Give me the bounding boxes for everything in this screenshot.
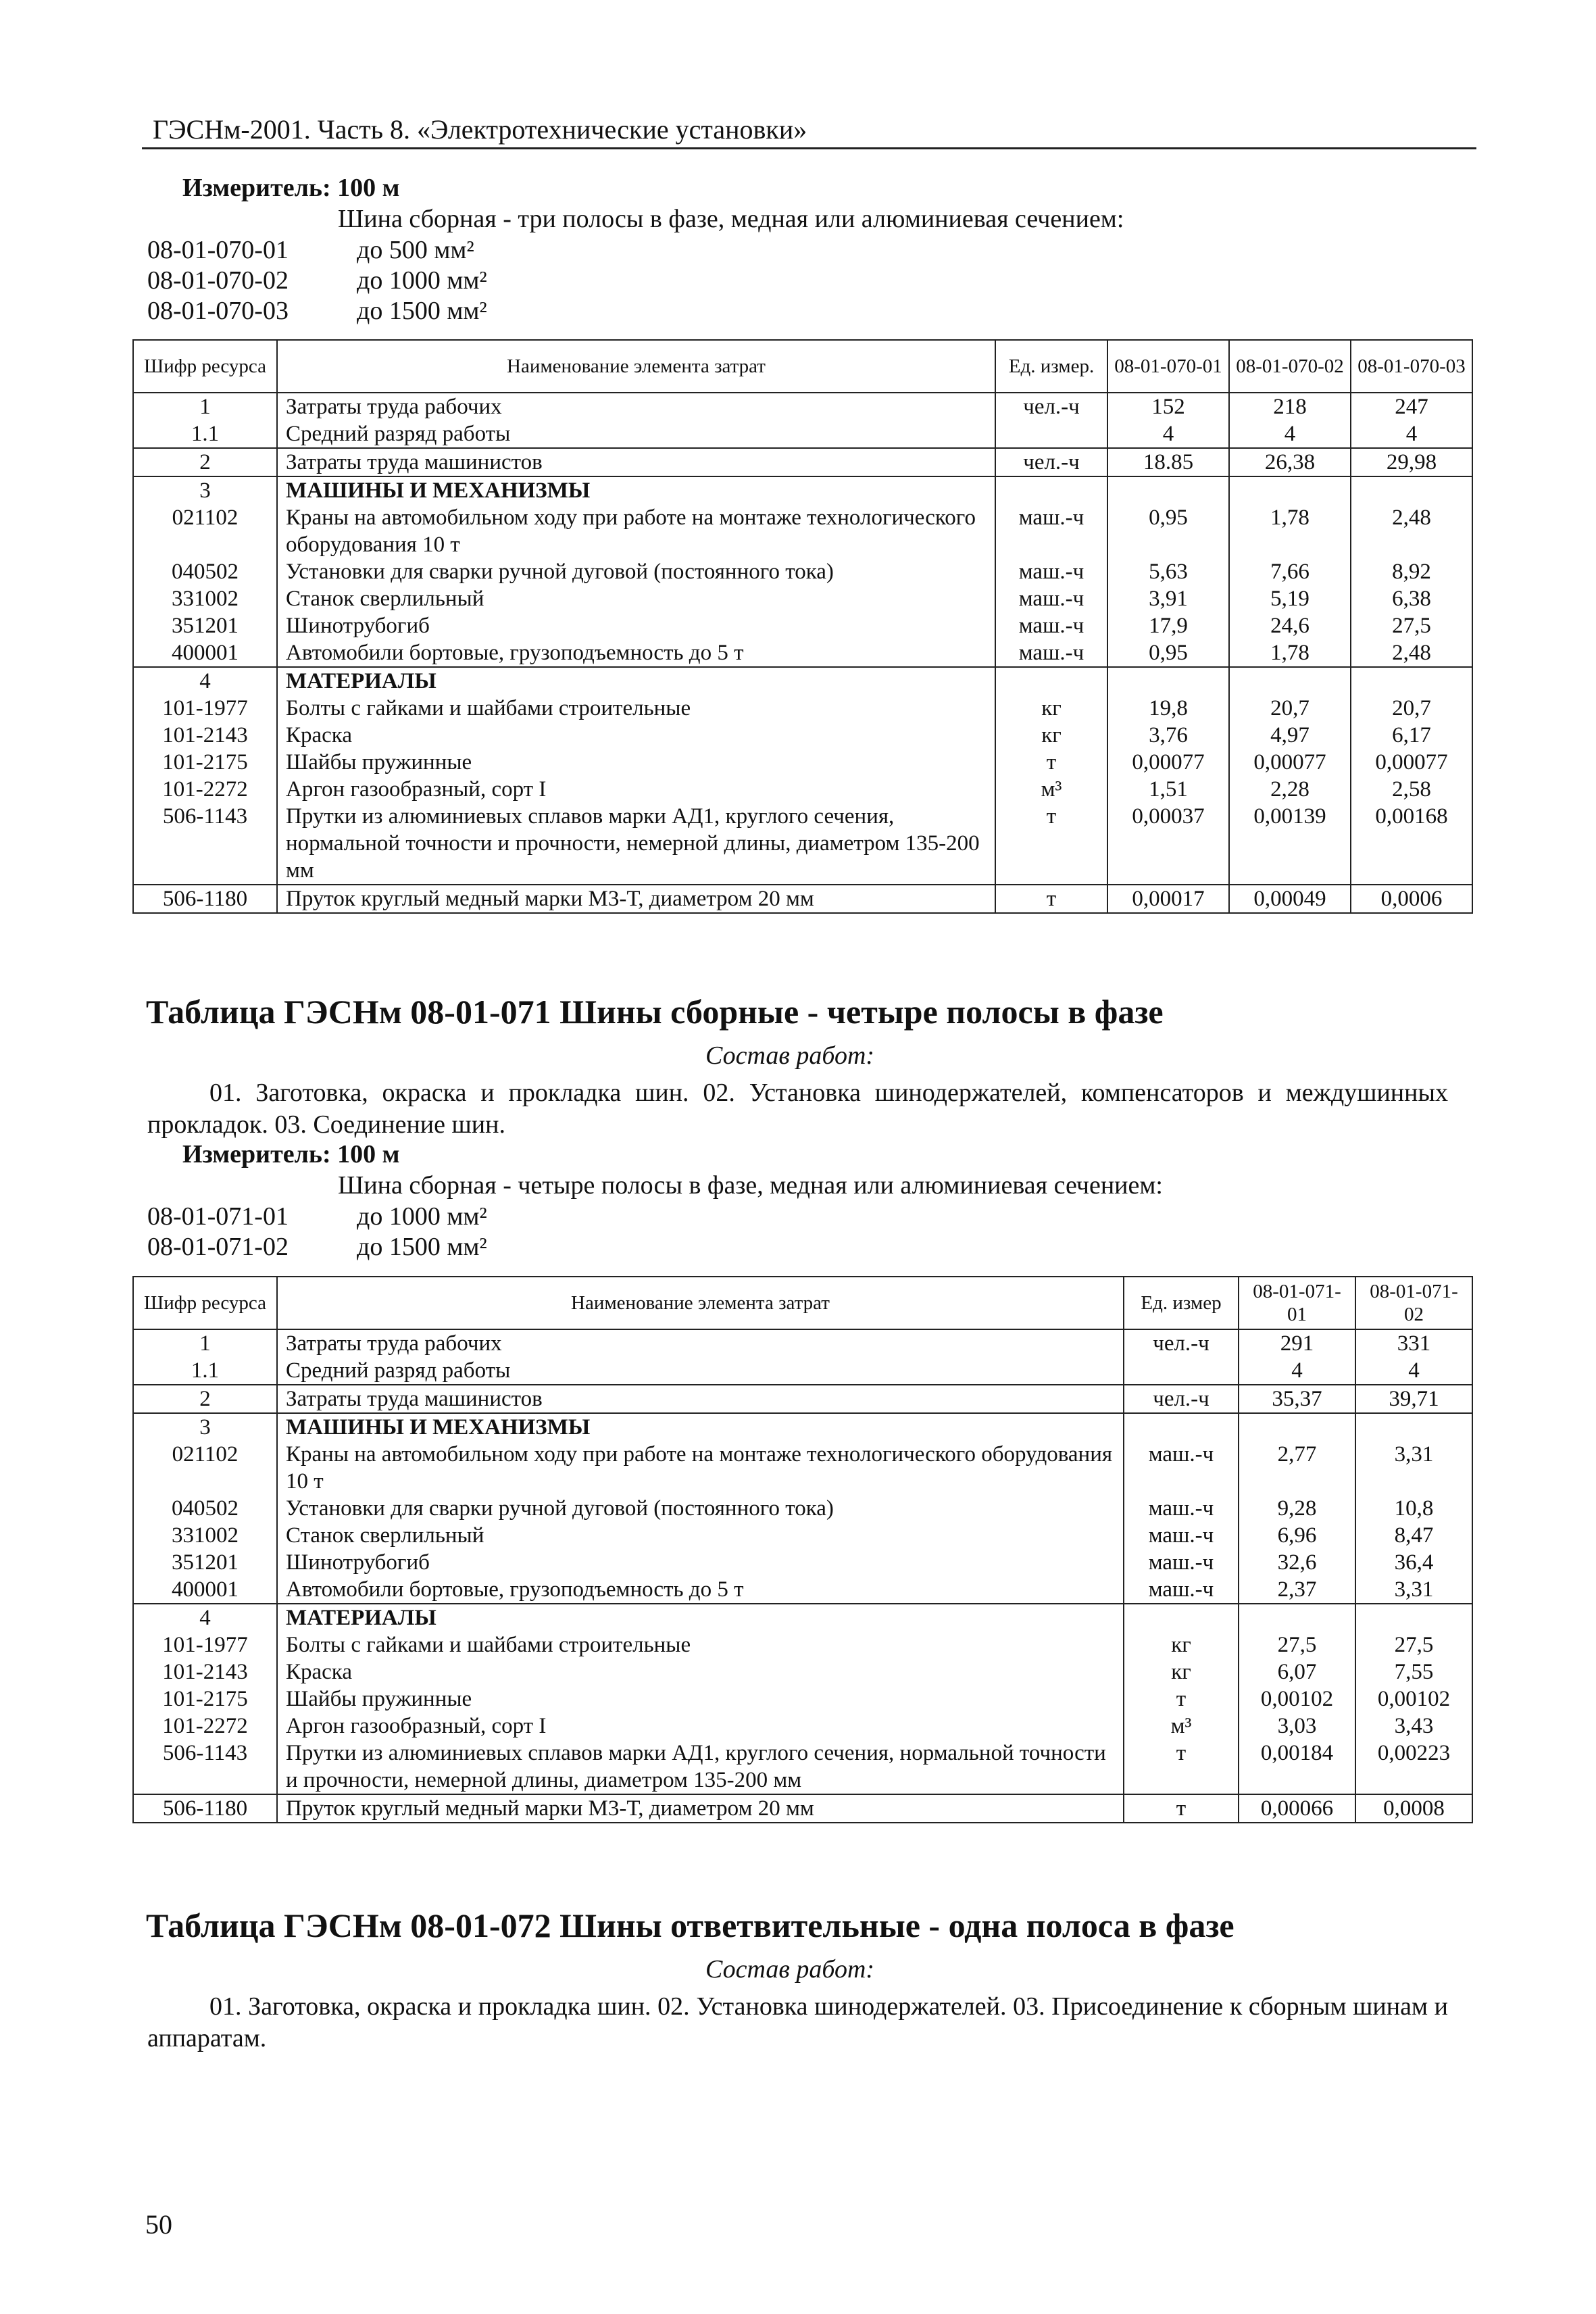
cost-element-name: Затраты труда машинистов [277, 1385, 1124, 1413]
resource-code: 400001 [133, 639, 277, 667]
cost-element-name: Прутки из алюминиевых сплавов марки АД1, круглого сечения, нормальной точности и прочности, немерной длины, диаметром 135-200 мм [277, 803, 995, 885]
meter-label: Измеритель: 100 м [182, 174, 400, 202]
table-row [133, 1713, 1472, 1740]
cost-element-name: Краны на автомобильном ходу при работе на монтаже технологического оборудования 10 т [277, 1441, 1124, 1495]
cost-element-name: Аргон газообразный, сорт I [277, 776, 995, 803]
norm-value: 17,9 [1107, 612, 1229, 639]
header-unit: Ед. измер [1124, 1277, 1239, 1329]
norm-value: 0,00066 [1239, 1794, 1355, 1823]
cost-element-name: Пруток круглый медный марки М3-Т, диаметром 20 мм [277, 1794, 1124, 1823]
cost-element-name: МАШИНЫ И МЕХАНИЗМЫ [277, 1413, 1124, 1441]
norm-value: 0,00049 [1229, 885, 1351, 913]
code-row [147, 1202, 487, 1232]
resource-code: 506-1180 [133, 885, 277, 913]
norm-value [1351, 667, 1472, 695]
norm-value [1107, 476, 1229, 504]
resource-code: 3 [133, 476, 277, 504]
unit-of-measure: маш.-ч [995, 585, 1107, 612]
table-row [133, 1329, 1472, 1357]
resource-code: 351201 [133, 612, 277, 639]
table-row [133, 612, 1472, 639]
resource-code: 351201 [133, 1549, 277, 1576]
norm-value: 6,07 [1239, 1658, 1355, 1685]
norm-value: 39,71 [1355, 1385, 1472, 1413]
header-code: Шифр ресурса [133, 1277, 277, 1329]
section-title-071: Таблица ГЭСНм 08-01-071 Шины сборные - четыре полосы в фазе [146, 993, 1164, 1031]
table-row [133, 695, 1472, 722]
cost-element-name: Болты с гайками и шайбами строительные [277, 1631, 1124, 1658]
page-number: 50 [145, 2209, 172, 2240]
resource-code: 400001 [133, 1576, 277, 1604]
resource-code: 101-2175 [133, 749, 277, 776]
norm-value: 0,95 [1107, 639, 1229, 667]
resource-code: 101-2143 [133, 1658, 277, 1685]
header-col: 08-01-070-03 [1351, 340, 1472, 393]
header-name: Наименование элемента затрат [277, 340, 995, 393]
works-label: Состав работ: [705, 1955, 875, 1984]
table-row [133, 722, 1472, 749]
norm-value: 29,98 [1351, 448, 1472, 476]
unit-of-measure: м³ [995, 776, 1107, 803]
meter-label: Измеритель: 100 м [182, 1140, 400, 1168]
unit-of-measure: маш.-ч [995, 639, 1107, 667]
norm-value: 6,96 [1239, 1522, 1355, 1549]
unit-of-measure: чел.-ч [995, 448, 1107, 476]
norm-value: 0,00037 [1107, 803, 1229, 885]
table-row [133, 448, 1472, 476]
cost-element-name: Краска [277, 722, 995, 749]
norm-value [1239, 1604, 1355, 1631]
header-name: Наименование элемента затрат [277, 1277, 1124, 1329]
resource-code: 2 [133, 448, 277, 476]
table-row [133, 1685, 1472, 1713]
cost-element-name: Затраты труда машинистов [277, 448, 995, 476]
norm-value: 3,31 [1355, 1441, 1472, 1495]
norm-value: 4 [1351, 420, 1472, 448]
cost-element-name: Установки для сварки ручной дуговой (постоянного тока) [277, 558, 995, 585]
norm-value: 1,78 [1229, 639, 1351, 667]
norm-value: 4,97 [1229, 722, 1351, 749]
cost-element-name: Шайбы пружинные [277, 749, 995, 776]
table-row [133, 1549, 1472, 1576]
running-header: ГЭСНм-2001. Часть 8. «Электротехнические установки» [153, 114, 807, 145]
norm-value: 4 [1229, 420, 1351, 448]
norm-value: 3,31 [1355, 1576, 1472, 1604]
resource-code: 1 [133, 1329, 277, 1357]
table-row [133, 1604, 1472, 1631]
table-row [133, 1441, 1472, 1495]
table-row [133, 885, 1472, 913]
code-row [147, 1232, 487, 1262]
resource-code: 506-1180 [133, 1794, 277, 1823]
cost-element-name: Установки для сварки ручной дуговой (постоянного тока) [277, 1495, 1124, 1522]
code: 08-01-070-03 [147, 297, 289, 325]
norm-value: 5,19 [1229, 585, 1351, 612]
norm-value: 0,00139 [1229, 803, 1351, 885]
norm-value: 24,6 [1229, 612, 1351, 639]
code: 08-01-071-01 [147, 1202, 289, 1231]
unit-of-measure [995, 476, 1107, 504]
norm-value [1229, 476, 1351, 504]
resource-code: 101-2272 [133, 776, 277, 803]
busbar-description: Шина сборная - три полосы в фазе, медная или алюминиевая сечением: [338, 205, 1124, 233]
norm-value: 9,28 [1239, 1495, 1355, 1522]
unit-of-measure [1124, 1604, 1239, 1631]
norm-value: 4 [1107, 420, 1229, 448]
cost-element-name: Затраты труда рабочих [277, 393, 995, 420]
code-text: до 1000 мм² [357, 266, 487, 295]
code-row [147, 235, 487, 266]
norm-value: 10,8 [1355, 1495, 1472, 1522]
unit-of-measure: маш.-ч [1124, 1522, 1239, 1549]
table-row [133, 1576, 1472, 1604]
cost-element-name: Прутки из алюминиевых сплавов марки АД1, круглого сечения, нормальной точности и прочности, немерной длины, диаметром 135-200 мм [277, 1740, 1124, 1794]
norm-value: 3,76 [1107, 722, 1229, 749]
resource-code: 331002 [133, 585, 277, 612]
norm-value [1351, 476, 1472, 504]
table-row [133, 393, 1472, 420]
code: 08-01-070-02 [147, 266, 289, 295]
code-text: до 1500 мм² [357, 1233, 487, 1261]
norm-value [1239, 1413, 1355, 1441]
table-row [133, 1740, 1472, 1794]
norm-value: 0,00102 [1239, 1685, 1355, 1713]
unit-of-measure: т [995, 803, 1107, 885]
header-rule [142, 147, 1476, 149]
header-unit: Ед. измер. [995, 340, 1107, 393]
norm-value: 7,55 [1355, 1658, 1472, 1685]
code: 08-01-070-01 [147, 236, 289, 264]
unit-of-measure: чел.-ч [995, 393, 1107, 420]
unit-of-measure [995, 420, 1107, 448]
cost-element-name: Краны на автомобильном ходу при работе на монтаже технологического оборудования 10 т [277, 504, 995, 558]
cost-element-name: Шайбы пружинные [277, 1685, 1124, 1713]
norm-value: 0,00077 [1229, 749, 1351, 776]
norm-value: 2,58 [1351, 776, 1472, 803]
norm-value: 0,00184 [1239, 1740, 1355, 1794]
unit-of-measure [1124, 1413, 1239, 1441]
norm-value: 20,7 [1351, 695, 1472, 722]
resource-code: 506-1143 [133, 1740, 277, 1794]
table-row [133, 1794, 1472, 1823]
norm-value: 0,00077 [1351, 749, 1472, 776]
works-label: Состав работ: [705, 1041, 875, 1070]
table-row [133, 639, 1472, 667]
resource-code: 101-1977 [133, 1631, 277, 1658]
resource-code: 101-2175 [133, 1685, 277, 1713]
works-description: 01. Заготовка, окраска и прокладка шин. 02. Установка шинодержателей, компенсаторов и междушинных прокладок. 03. Соединение шин. [147, 1079, 1448, 1139]
code-text: до 500 мм² [357, 236, 474, 264]
code-row [147, 266, 487, 296]
resource-code: 021102 [133, 1441, 277, 1495]
norm-value: 27,5 [1355, 1631, 1472, 1658]
norm-value: 5,63 [1107, 558, 1229, 585]
cost-element-name: Аргон газообразный, сорт I [277, 1713, 1124, 1740]
norm-value: 2,28 [1229, 776, 1351, 803]
resource-code: 1 [133, 393, 277, 420]
unit-of-measure: маш.-ч [1124, 1441, 1239, 1495]
code-row [147, 296, 487, 326]
norm-value: 4 [1355, 1357, 1472, 1385]
resource-code: 101-1977 [133, 695, 277, 722]
table-header-row [133, 340, 1472, 393]
norm-value: 7,66 [1229, 558, 1351, 585]
table-row [133, 1413, 1472, 1441]
unit-of-measure: т [1124, 1740, 1239, 1794]
resource-code: 331002 [133, 1522, 277, 1549]
norm-value: 0,95 [1107, 504, 1229, 558]
table-row [133, 1658, 1472, 1685]
cost-element-name: Станок сверлильный [277, 1522, 1124, 1549]
unit-of-measure: маш.-ч [1124, 1549, 1239, 1576]
norm-value: 8,47 [1355, 1522, 1472, 1549]
unit-of-measure: м³ [1124, 1713, 1239, 1740]
resource-code: 101-2272 [133, 1713, 277, 1740]
cost-element-name: МАТЕРИАЛЫ [277, 667, 995, 695]
norm-value [1355, 1413, 1472, 1441]
norm-value: 0,00223 [1355, 1740, 1472, 1794]
norm-value: 291 [1239, 1329, 1355, 1357]
norm-value: 0,0008 [1355, 1794, 1472, 1823]
unit-of-measure: кг [995, 695, 1107, 722]
resource-code: 101-2143 [133, 722, 277, 749]
resource-code: 2 [133, 1385, 277, 1413]
norm-value: 27,5 [1239, 1631, 1355, 1658]
resource-code: 4 [133, 667, 277, 695]
code-list [147, 235, 487, 326]
table-row [133, 504, 1472, 558]
code-list [147, 1202, 487, 1262]
unit-of-measure: маш.-ч [995, 558, 1107, 585]
unit-of-measure [1124, 1357, 1239, 1385]
norm-value: 2,77 [1239, 1441, 1355, 1495]
norm-value: 6,17 [1351, 722, 1472, 749]
unit-of-measure: кг [1124, 1658, 1239, 1685]
table-row [133, 749, 1472, 776]
table-row [133, 667, 1472, 695]
norm-value: 27,5 [1351, 612, 1472, 639]
header-col: 08-01-070-01 [1107, 340, 1229, 393]
unit-of-measure: т [995, 749, 1107, 776]
unit-of-measure: маш.-ч [995, 612, 1107, 639]
norm-value: 2,48 [1351, 639, 1472, 667]
unit-of-measure: чел.-ч [1124, 1385, 1239, 1413]
header-col: 08-01-071-01 [1239, 1277, 1355, 1329]
cost-element-name: Шинотрубогиб [277, 1549, 1124, 1576]
norm-value [1355, 1604, 1472, 1631]
cost-element-name: Автомобили бортовые, грузоподъемность до 5 т [277, 639, 995, 667]
cost-element-name: Затраты труда рабочих [277, 1329, 1124, 1357]
norm-value: 4 [1239, 1357, 1355, 1385]
norm-value: 35,37 [1239, 1385, 1355, 1413]
norm-value: 0,00017 [1107, 885, 1229, 913]
code: 08-01-071-02 [147, 1233, 289, 1261]
norm-value: 36,4 [1355, 1549, 1472, 1576]
section-title-072: Таблица ГЭСНм 08-01-072 Шины ответвительные - одна полоса в фазе [146, 1906, 1235, 1944]
norm-value: 19,8 [1107, 695, 1229, 722]
resource-table-071 [132, 1276, 1473, 1823]
cost-element-name: Средний разряд работы [277, 1357, 1124, 1385]
norm-value: 152 [1107, 393, 1229, 420]
cost-element-name: Пруток круглый медный марки М3-Т, диаметром 20 мм [277, 885, 995, 913]
norm-value: 8,92 [1351, 558, 1472, 585]
norm-value [1229, 667, 1351, 695]
norm-value: 2,37 [1239, 1576, 1355, 1604]
code-text: до 1000 мм² [357, 1202, 487, 1231]
table-header-row [133, 1277, 1472, 1329]
table-row [133, 1522, 1472, 1549]
cost-element-name: Шинотрубогиб [277, 612, 995, 639]
table-row [133, 476, 1472, 504]
table-row [133, 1631, 1472, 1658]
table-row [133, 776, 1472, 803]
norm-value: 1,51 [1107, 776, 1229, 803]
norm-value: 26,38 [1229, 448, 1351, 476]
norm-value [1107, 667, 1229, 695]
cost-element-name: Болты с гайками и шайбами строительные [277, 695, 995, 722]
unit-of-measure: т [995, 885, 1107, 913]
table-row [133, 803, 1472, 885]
norm-value: 6,38 [1351, 585, 1472, 612]
unit-of-measure: т [1124, 1685, 1239, 1713]
cost-element-name: Средний разряд работы [277, 420, 995, 448]
resource-code: 040502 [133, 1495, 277, 1522]
unit-of-measure: чел.-ч [1124, 1329, 1239, 1357]
cost-element-name: Станок сверлильный [277, 585, 995, 612]
resource-table-070 [132, 339, 1473, 914]
unit-of-measure: маш.-ч [995, 504, 1107, 558]
header-col: 08-01-071-02 [1355, 1277, 1472, 1329]
norm-value: 2,48 [1351, 504, 1472, 558]
works-description: 01. Заготовка, окраска и прокладка шин. 02. Установка шинодержателей. 03. Присоединение к сборным шинам и аппаратам. [147, 1992, 1448, 2052]
norm-value: 3,43 [1355, 1713, 1472, 1740]
norm-value: 247 [1351, 393, 1472, 420]
norm-value: 20,7 [1229, 695, 1351, 722]
table-row [133, 1385, 1472, 1413]
resource-code: 3 [133, 1413, 277, 1441]
table-row [133, 585, 1472, 612]
resource-code: 4 [133, 1604, 277, 1631]
norm-value: 0,00077 [1107, 749, 1229, 776]
busbar-description: Шина сборная - четыре полосы в фазе, медная или алюминиевая сечением: [338, 1171, 1163, 1200]
resource-code: 1.1 [133, 420, 277, 448]
unit-of-measure: кг [995, 722, 1107, 749]
unit-of-measure: т [1124, 1794, 1239, 1823]
code-text: до 1500 мм² [357, 297, 487, 325]
norm-value: 0,0006 [1351, 885, 1472, 913]
header-col: 08-01-070-02 [1229, 340, 1351, 393]
norm-value: 3,91 [1107, 585, 1229, 612]
norm-value: 0,00102 [1355, 1685, 1472, 1713]
cost-element-name: Автомобили бортовые, грузоподъемность до 5 т [277, 1576, 1124, 1604]
cost-element-name: МАШИНЫ И МЕХАНИЗМЫ [277, 476, 995, 504]
norm-value: 18.85 [1107, 448, 1229, 476]
table-row [133, 558, 1472, 585]
unit-of-measure: маш.-ч [1124, 1576, 1239, 1604]
resource-code: 040502 [133, 558, 277, 585]
table-row [133, 420, 1472, 448]
resource-code: 506-1143 [133, 803, 277, 885]
unit-of-measure [995, 667, 1107, 695]
cost-element-name: Краска [277, 1658, 1124, 1685]
norm-value: 32,6 [1239, 1549, 1355, 1576]
norm-value: 218 [1229, 393, 1351, 420]
table-row [133, 1357, 1472, 1385]
cost-element-name: МАТЕРИАЛЫ [277, 1604, 1124, 1631]
unit-of-measure: маш.-ч [1124, 1495, 1239, 1522]
table-row [133, 1495, 1472, 1522]
norm-value: 331 [1355, 1329, 1472, 1357]
resource-code: 1.1 [133, 1357, 277, 1385]
unit-of-measure: кг [1124, 1631, 1239, 1658]
norm-value: 3,03 [1239, 1713, 1355, 1740]
header-code: Шифр ресурса [133, 340, 277, 393]
norm-value: 1,78 [1229, 504, 1351, 558]
resource-code: 021102 [133, 504, 277, 558]
norm-value: 0,00168 [1351, 803, 1472, 885]
